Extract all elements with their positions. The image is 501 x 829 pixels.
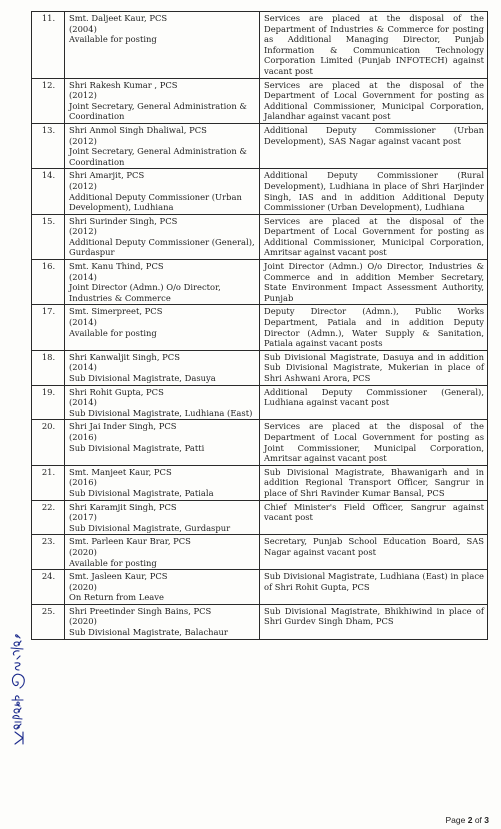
serial-number: 24. [32,570,65,605]
officer-cell [65,420,260,465]
officer-name: Shri Surinder Singh, PCS [69,215,178,226]
new-posting: Sub Divisional Magistrate, Bhikhiwind in place of Shri Gurdev Singh Dham, PCS [260,604,488,639]
current-posting: Joint Secretary, General Administration & Coordination [69,100,247,122]
new-posting: Additional Deputy Commissioner (General), Ludhiana against vacant post [260,385,488,420]
officer-name: Smt. Daljeet Kaur, PCS [69,13,168,23]
batch-year: (2020) [69,581,97,592]
new-posting: Sub Divisional Magistrate, Dasuya and in addition Sub Divisional Magistrate, Mukerian in place of Shri Ashwani Arora, PCS [260,350,488,385]
table-row [32,169,488,214]
new-posting: Sub Divisional Magistrate, Ludhiana (East) in place of Shri Rohit Gupta, PCS [260,570,488,605]
officer-name: Smt. Jasleen Kaur, PCS [69,571,168,582]
serial-number: 23. [32,535,65,570]
page-number: Page 2 of 3 [445,815,489,825]
officer-cell [65,465,260,500]
table-row [32,12,488,79]
officer-name: Shri Jai Inder Singh, PCS [69,421,177,432]
table-row [32,535,488,570]
officer-name: Shri Anmol Singh Dhaliwal, PCS [69,124,207,135]
officer-name: Smt. Manjeet Kaur, PCS [69,466,172,477]
current-posting: Additional Deputy Commissioner (General), Gurdaspur [69,236,255,258]
new-posting: Services are placed at the disposal of the Department of Local Government for posting as Additional Commissioner, Municipal Corporation, Jalandhar against vacant post [260,78,488,123]
officer-cell [65,350,260,385]
officer-cell [65,500,260,535]
handwritten-signature [2,628,28,748]
table-row [32,350,488,385]
batch-year: (2012) [69,226,97,237]
batch-year: (2014) [69,271,97,282]
table-row [32,385,488,420]
current-posting: Sub Divisional Magistrate, Dasuya [69,373,216,383]
table-row [32,260,488,305]
serial-number: 16. [32,260,65,305]
batch-year: (2017) [69,512,97,523]
officer-cell [65,604,260,639]
officer-cell [65,78,260,123]
new-posting: Deputy Director (Admn.), Public Works Department, Patiala and in addition Deputy Director (Admn.), Water Supply & Sanitation, Patiala against vacant posts [260,305,488,350]
officer-cell [65,385,260,420]
batch-year: (2020) [69,546,97,557]
current-posting: Sub Divisional Magistrate, Patiala [69,487,214,498]
serial-number: 25. [32,604,65,639]
current-posting: Joint Director (Admn.) O/o Director, Industries & Commerce [69,282,221,303]
officer-name: Smt. Parleen Kaur Brar, PCS [69,536,191,547]
table-row [32,500,488,535]
new-posting: Additional Deputy Commissioner (Rural Development), Ludhiana in place of Shri Harjinder Singh, IAS and in addition Additional Deputy Commissioner (Urban Development), Ludhiana [260,169,488,214]
officer-cell [65,169,260,214]
serial-number: 14. [32,169,65,214]
officer-name: Shri Preetinder Singh Bains, PCS [69,605,212,616]
serial-number: 20. [32,420,65,465]
batch-year: (2012) [69,180,97,191]
officer-cell [65,305,260,350]
officer-cell [65,214,260,259]
new-posting: Joint Director (Admn.) O/o Director, Industries & Commerce and in addition Member Secretary, State Environment Impact Assessment Authority, Punjab [260,260,488,305]
batch-year: (2014) [69,317,97,328]
officer-name: Shri Kanwaljit Singh, PCS [69,351,180,362]
serial-number: 12. [32,78,65,123]
current-posting: Sub Divisional Magistrate, Ludhiana (East) [69,407,253,418]
current-posting: Available for posting [69,327,157,338]
table-row [32,78,488,123]
serial-number: 11. [32,12,65,79]
current-posting: Available for posting [69,557,157,568]
table-row [32,420,488,465]
new-posting: Services are placed at the disposal of the Department of Local Government for posting as Additional Commissioner, Municipal Corporation, Amritsar against vacant post [260,214,488,259]
batch-year: (2012) [69,90,97,101]
current-posting: Sub Divisional Magistrate, Gurdaspur [69,522,231,533]
new-posting: Chief Minister's Field Officer, Sangrur against vacant post [260,500,488,535]
posting-orders-table [31,11,488,640]
batch-year: (2016) [69,431,97,442]
table-row [32,305,488,350]
officer-cell [65,123,260,168]
new-posting: Secretary, Punjab School Education Board, SAS Nagar against vacant post [260,535,488,570]
serial-number: 15. [32,214,65,259]
table-row [32,123,488,168]
table-row [32,604,488,639]
officer-name: Shri Rohit Gupta, PCS [69,386,164,397]
table-body [32,12,488,640]
officer-cell [65,535,260,570]
officer-cell [65,12,260,79]
current-posting: On Return from Leave [69,592,164,603]
serial-number: 17. [32,305,65,350]
batch-year: (2020) [69,616,97,627]
serial-number: 22. [32,500,65,535]
batch-year: (2014) [69,397,97,408]
current-posting: Sub Divisional Magistrate, Balachaur [69,627,228,638]
new-posting: Sub Divisional Magistrate, Bhawanigarh and in addition Regional Transport Officer, Sangrur in place of Shri Ravinder Kumar Bansal, PCS [260,465,488,500]
officer-name: Shri Rakesh Kumar , PCS [69,79,178,90]
current-posting: Available for posting [69,34,157,45]
serial-number: 13. [32,123,65,168]
new-posting: Services are placed at the disposal of the Department of Local Government for posting as Joint Commissioner, Municipal Corporation, Amritsar against vacant post [260,420,488,465]
officer-name: Smt. Simerpreet, PCS [69,306,163,317]
batch-year: (2004) [69,23,97,34]
serial-number: 18. [32,350,65,385]
officer-cell [65,570,260,605]
serial-number: 21. [32,465,65,500]
officer-cell [65,260,260,305]
officer-name: Shri Amarjit, PCS [69,170,145,181]
batch-year: (2012) [69,135,97,146]
batch-year: (2014) [69,362,97,373]
table-row [32,214,488,259]
table-row [32,570,488,605]
table-row [32,465,488,500]
current-posting: Additional Deputy Commissioner (Urban Development), Ludhiana [69,191,242,213]
current-posting: Sub Divisional Magistrate, Patti [69,442,205,453]
officer-name: Shri Karamjit Singh, PCS [69,501,177,512]
new-posting: Services are placed at the disposal of the Department of Industries & Commerce for posting as Additional Managing Director, Punjab Information & Communication Technology Corporation Limited (Punjab INFOTECH) against vacant post [260,12,488,79]
new-posting: Additional Deputy Commissioner (Urban Development), SAS Nagar against vacant post [260,123,488,168]
serial-number: 19. [32,385,65,420]
current-posting: Joint Secretary, General Administration & Coordination [69,146,247,167]
officer-name: Smt. Kanu Thind, PCS [69,261,164,272]
batch-year: (2016) [69,477,97,488]
